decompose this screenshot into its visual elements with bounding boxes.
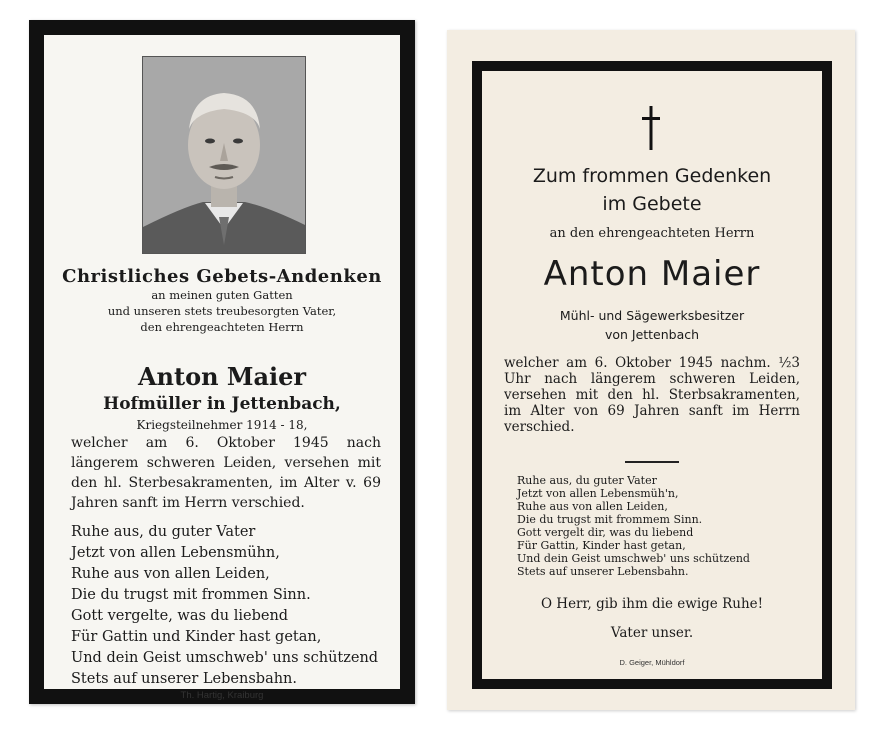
closing-prayer: O Herr, gib ihm die ewige Ruhe! [540, 596, 764, 612]
divider [625, 461, 679, 463]
printer-credit: Th. Hartig, Kraiburg [180, 690, 264, 701]
printer-credit: D. Geiger, Mühldorf [619, 658, 685, 667]
cross-icon [641, 106, 661, 150]
intro-line: an meinen guten Gatten [151, 288, 293, 302]
poem-line: Und dein Geist umschweb' uns schützend [71, 650, 379, 666]
poem-line: Stets auf unserer Lebensbahn. [517, 565, 689, 578]
poem-line: Die du trugst mit frommem Sinn. [517, 513, 703, 526]
poem-line: Jetzt von allen Lebensmühn, [71, 545, 280, 561]
memorial-card-right [447, 30, 855, 710]
prayer-card-heading: Christliches Gebets-Andenken [62, 266, 382, 287]
intro-line: den ehrengeachteten Herrn [140, 320, 304, 334]
intro-line: und unseren stets treubesorgten Vater, [107, 304, 337, 318]
deceased-title: Hofmüller in Jettenbach, [103, 394, 341, 414]
closing-amen: Vater unser. [610, 625, 694, 641]
heading-line: im Gebete [602, 193, 702, 215]
death-notice-text: welcher am 6. Oktober 1945 nachm. ½3 Uhr nach längerem schweren Leiden, versehen mit den hl. Sterbsakramenten, im Alter von 69 Jahren sanft im Herrn verschied. [504, 355, 800, 435]
poem-line: Für Gattin, Kinder hast getan, [517, 539, 686, 552]
place-line: von Jettenbach [604, 327, 700, 342]
war-service: Kriegsteilnehmer 1914 - 18, [136, 418, 308, 432]
poem-line: Jetzt von allen Lebensmüh'n, [517, 487, 679, 500]
memorial-poem [517, 474, 807, 578]
deceased-name: Anton Maier [137, 362, 307, 391]
deceased-name: Anton Maier [543, 254, 761, 294]
prayer-card-heading [482, 162, 822, 218]
intro-line: an den ehrengeachteten Herrn [549, 226, 755, 241]
poem-line: Und dein Geist umschweb' uns schützend [517, 552, 750, 565]
memorial-card-left [29, 20, 415, 704]
poem-line: Gott vergelt dir, was du liebend [517, 526, 694, 539]
poem-line: Gott vergelte, was du liebend [71, 608, 289, 624]
poem-line: Ruhe aus, du guter Vater [71, 524, 256, 540]
poem-line: Ruhe aus von allen Leiden, [517, 500, 668, 513]
heading-line: Zum frommen Gedenken [532, 165, 772, 187]
poem-line: Stets auf unserer Lebensbahn. [71, 671, 297, 687]
poem-line: Ruhe aus, du guter Vater [517, 474, 657, 487]
death-notice-text: welcher am 6. Oktober 1945 nach längerem schweren Leiden, versehen mit den hl. Sterbesakramenten, im Alter v. 69 Jahren sanft im Herrn verschied. [71, 435, 381, 511]
portrait-photo [142, 56, 306, 254]
occupation-line: Mühl- und Sägewerksbesitzer [559, 308, 745, 323]
memorial-poem [71, 522, 381, 690]
poem-line: Die du trugst mit frommen Sinn. [71, 587, 311, 603]
poem-line: Für Gattin und Kinder hast getan, [71, 629, 322, 645]
deceased-occupation [482, 306, 822, 344]
poem-line: Ruhe aus von allen Leiden, [71, 566, 270, 582]
